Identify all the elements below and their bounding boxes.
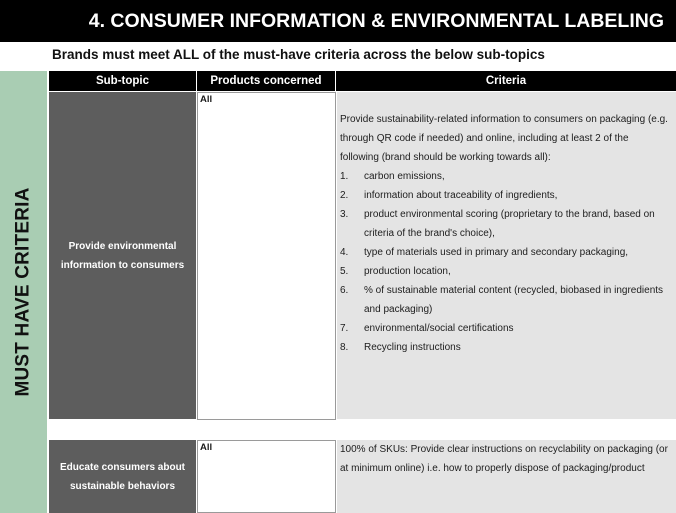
item-text: environmental/social certifications — [364, 323, 514, 334]
item-number: 2. — [340, 190, 349, 201]
item-number: 6. — [340, 285, 349, 296]
criteria-item — [340, 262, 670, 281]
criteria-item — [340, 167, 670, 186]
criteria-item — [340, 281, 670, 319]
header-criteria: Criteria — [336, 71, 676, 91]
criteria-item — [340, 205, 670, 243]
item-text: production location, — [364, 266, 451, 277]
item-text: Recycling instructions — [364, 342, 461, 353]
item-number: 3. — [340, 209, 349, 220]
row1-criteria-intro: Provide sustainability-related information to consumers on packaging (e.g. through QR code if needed) and online, including at least 2 of the following (brand should be working towards all): — [340, 114, 668, 163]
criteria-item — [340, 186, 670, 205]
criteria-item — [340, 319, 670, 338]
header-subtopic: Sub-topic — [49, 71, 196, 91]
row2-criteria-text: 100% of SKUs: Provide clear instructions on recyclability on packaging (or at minimum online) i.e. how to properly dispose of packaging/product — [340, 444, 668, 474]
row2-criteria — [337, 440, 676, 513]
page-subtitle: Brands must meet ALL of the must-have criteria across the below sub-topics — [52, 47, 545, 62]
row1-products: All — [197, 92, 336, 420]
row2-subtopic — [49, 440, 196, 513]
row2-products: All — [197, 440, 336, 513]
row1-criteria — [337, 92, 676, 419]
item-number: 5. — [340, 266, 349, 277]
criteria-item — [340, 243, 670, 262]
header-products: Products concerned — [197, 71, 335, 91]
side-band — [0, 71, 47, 513]
page-title: 4. CONSUMER INFORMATION & ENVIRONMENTAL LABELING — [0, 0, 676, 42]
item-text: product environmental scoring (proprietary to the brand, based on criteria of the brand's choice), — [364, 209, 655, 239]
item-text: % of sustainable material content (recycled, biobased in ingredients and packaging) — [364, 285, 664, 315]
side-label: MUST HAVE CRITERIA — [12, 187, 34, 397]
item-number: 8. — [340, 342, 349, 353]
row1-subtopic-text: Provide environmental information to consumers — [60, 240, 185, 271]
item-number: 4. — [340, 247, 349, 258]
item-text: type of materials used in primary and secondary packaging, — [364, 247, 629, 258]
item-number: 7. — [340, 323, 349, 334]
item-text: carbon emissions, — [364, 171, 445, 182]
item-number: 1. — [340, 171, 349, 182]
row2-subtopic-text: Educate consumers about sustainable behaviors — [59, 461, 186, 492]
item-text: information about traceability of ingredients, — [364, 190, 558, 201]
criteria-item — [340, 338, 670, 357]
row1-subtopic — [49, 92, 196, 419]
